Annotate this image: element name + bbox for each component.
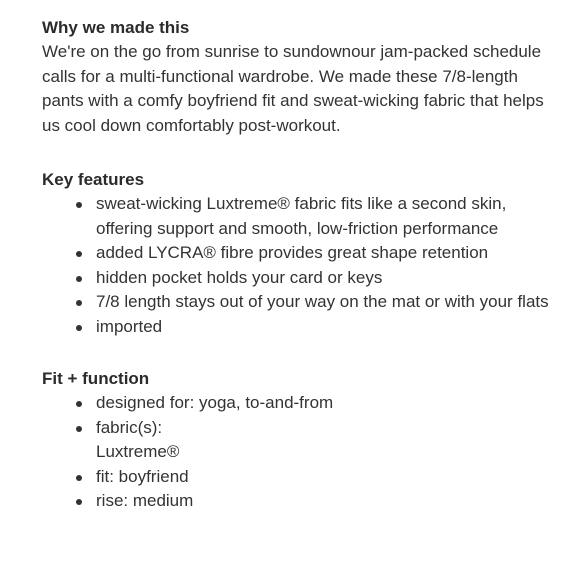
feature-text: added LYCRA® fibre provides great shape retention xyxy=(96,243,489,262)
list-item xyxy=(76,241,550,266)
bullet-icon xyxy=(76,499,82,505)
feature-text: imported xyxy=(96,316,163,336)
fit-text: rise: medium xyxy=(96,491,194,510)
features-list xyxy=(42,192,550,339)
feature-text: 7/8 length stays out of your way on the mat or with your flats xyxy=(96,292,549,311)
fit-text: fabric(s): xyxy=(96,417,163,437)
bullet-icon xyxy=(76,251,82,257)
feature-text: sweat-wicking Luxtreme® fabric fits like a second skin, offering support and smooth, low-friction performance xyxy=(96,194,507,238)
bullet-icon xyxy=(76,426,82,432)
why-section xyxy=(42,16,550,138)
fit-section xyxy=(42,367,550,514)
bullet-icon xyxy=(76,276,82,282)
why-title: Why we made this xyxy=(42,18,190,37)
features-title: Key features xyxy=(42,170,145,189)
bullet-icon xyxy=(76,202,82,208)
fit-title: Fit + function xyxy=(42,369,150,388)
list-item xyxy=(76,290,550,315)
features-section xyxy=(42,168,550,339)
why-body: We're on the go from sunrise to sundownour jam-packed schedule calls for a multi-functional wardrobe. We made these 7/8-length pants with a comfy boyfriend fit and sweat-wicking fabric that helps us cool down comfortably post-workout. xyxy=(42,42,544,135)
list-item xyxy=(76,266,550,291)
list-item xyxy=(76,465,550,490)
list-item xyxy=(76,416,550,465)
list-item xyxy=(76,489,550,514)
feature-text: hidden pocket holds your card or keys xyxy=(96,267,383,287)
fit-text: designed for: yoga, to-and-from xyxy=(96,393,334,412)
fit-list xyxy=(42,391,550,514)
fabric-value: Luxtreme® xyxy=(96,442,180,461)
list-item xyxy=(76,192,550,241)
bullet-icon xyxy=(76,325,82,331)
fit-text: fit: boyfriend xyxy=(96,466,189,486)
list-item xyxy=(76,391,550,416)
bullet-icon xyxy=(76,401,82,407)
list-item xyxy=(76,315,550,340)
bullet-icon xyxy=(76,475,82,481)
bullet-icon xyxy=(76,300,82,306)
